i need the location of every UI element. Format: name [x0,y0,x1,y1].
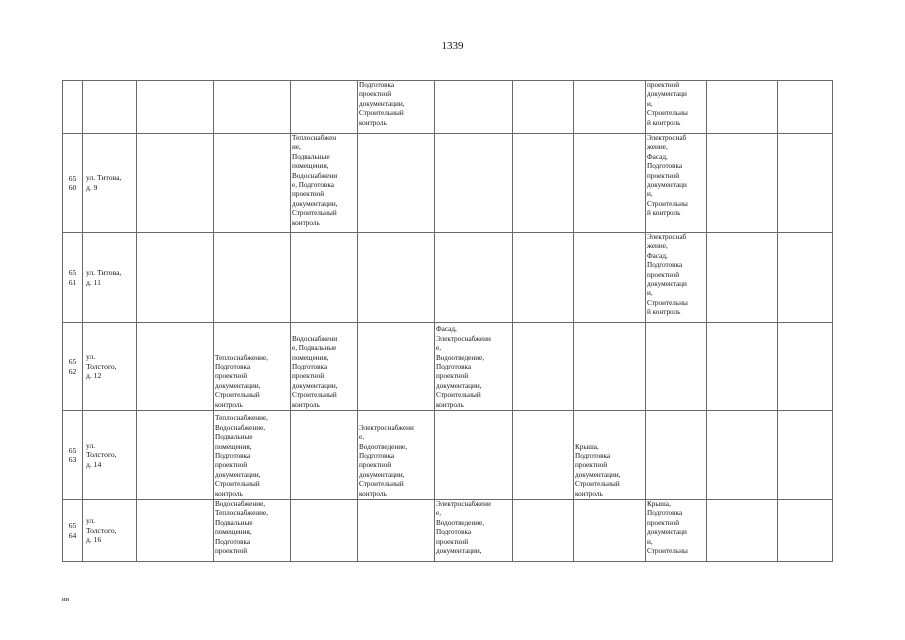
work-cell [574,81,646,134]
work-cell [435,81,513,134]
work-cell [574,233,646,323]
address-cell: ул. Титова, д. 9 [83,134,137,233]
table-body [63,81,833,562]
work-cell: Крыша, Подготовка проектной документации, Строительный контроль [574,411,646,500]
work-cell [778,134,833,233]
address-cell: ул. Толстого, д. 16 [83,500,137,562]
schedule-table [62,80,833,562]
row-number-cell: 65 60 [63,134,83,233]
work-cell [707,411,778,500]
work-cell [646,411,707,500]
work-cell [137,81,214,134]
work-cell [513,411,574,500]
work-cell [513,134,574,233]
work-cell [574,134,646,233]
work-cell [707,323,778,411]
work-cell: Фасад, Электроснабжени е, Водоотведение, Подготовка проектной документации, Строительный контроль [435,323,513,411]
work-cell [358,134,435,233]
work-cell [435,134,513,233]
address-cell: ул. Титова, д. 11 [83,233,137,323]
work-cell: Теплоснабжение, Водоснабжение, Подвальные помещения, Подготовка проектной документации, Строительный контроль [214,411,291,500]
address-cell: ул. Толстого, д. 12 [83,323,137,411]
work-cell [707,81,778,134]
work-cell: Теплоснабжен ие, Подвальные помещения, Водоснабжени е, Подготовка проектной документации, Строительный контроль [291,134,358,233]
row-number-cell: 65 61 [63,233,83,323]
table-row [63,134,833,233]
work-cell: Водоснабжение, Теплоснабжение, Подвальные помещения, Подготовка проектной [214,500,291,562]
work-cell [513,500,574,562]
work-cell [358,500,435,562]
work-cell [137,323,214,411]
work-cell [137,134,214,233]
work-cell: Подготовка проектной документации, Строительный контроль [358,81,435,134]
work-cell [291,233,358,323]
address-cell: ул. Толстого, д. 14 [83,411,137,500]
work-cell: проектной документаци и, Строительны й контроль [646,81,707,134]
table-row [63,500,833,562]
work-cell [137,233,214,323]
work-cell [214,81,291,134]
work-cell [435,411,513,500]
work-cell [707,233,778,323]
work-cell [646,323,707,411]
work-cell [778,500,833,562]
work-cell: Электроснаб жение, Фасад, Подготовка проектной документаци и, Строительны й контроль [646,233,707,323]
table-row [63,323,833,411]
work-cell: Водоснабжени е, Подвальные помещения, Подготовка проектной документации, Строительный контроль [291,323,358,411]
address-cell [83,81,137,134]
work-cell [214,134,291,233]
work-cell: Электроснабжени е, Водоотведение, Подготовка проектной документации, Строительный контроль [358,411,435,500]
work-cell [778,81,833,134]
work-cell: Электроснаб жение, Фасад, Подготовка проектной документаци и, Строительны й контроль [646,134,707,233]
work-cell [358,323,435,411]
work-cell: Электроснабжени е, Водоотведение, Подготовка проектной документации, [435,500,513,562]
row-number-cell: 65 63 [63,411,83,500]
work-cell [137,500,214,562]
table-row [63,233,833,323]
footer-note: ии [62,596,69,603]
row-number-cell: 65 62 [63,323,83,411]
work-cell [778,323,833,411]
table-row [63,411,833,500]
work-cell [707,134,778,233]
work-cell [778,411,833,500]
work-cell [778,233,833,323]
work-cell [574,500,646,562]
work-cell: Теплоснабжение, Подготовка проектной документации, Строительный контроль [214,323,291,411]
work-cell [513,323,574,411]
table-container [62,80,833,562]
work-cell [291,411,358,500]
page-number: 1339 [441,40,464,52]
work-cell [707,500,778,562]
work-cell [291,81,358,134]
work-cell [435,233,513,323]
work-cell [214,233,291,323]
work-cell [513,81,574,134]
work-cell [291,500,358,562]
table-row [63,81,833,134]
work-cell [574,323,646,411]
work-cell [137,411,214,500]
row-number-cell: 65 64 [63,500,83,562]
row-number-cell [63,81,83,134]
work-cell [358,233,435,323]
work-cell: Крыша, Подготовка проектной документаци и, Строительны [646,500,707,562]
work-cell [513,233,574,323]
